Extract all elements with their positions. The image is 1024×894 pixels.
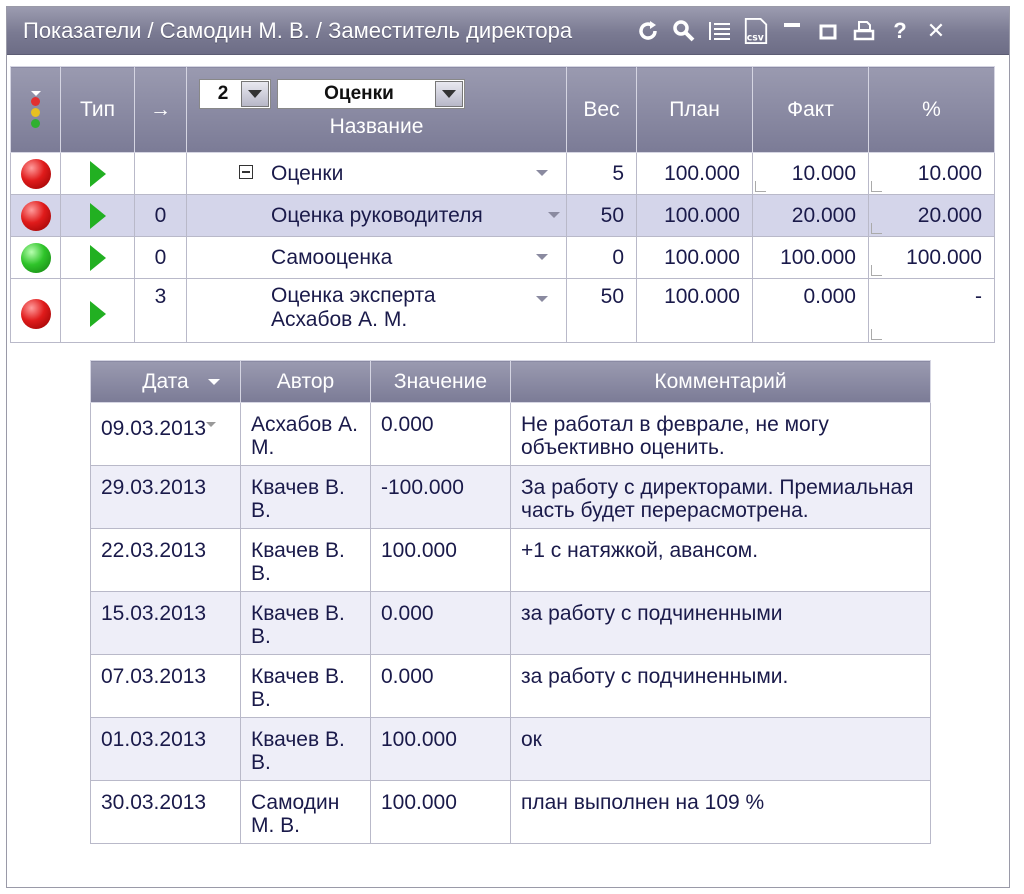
level-select-value: 2	[217, 83, 229, 104]
table-row[interactable]	[11, 195, 995, 237]
comment-cell: +1 с натяжкой, авансом.	[511, 529, 931, 592]
percent-header[interactable]: %	[869, 67, 995, 153]
play-icon[interactable]	[90, 161, 106, 187]
value-cell: 0.000	[371, 592, 511, 655]
fact-cell[interactable]	[753, 237, 869, 279]
value-header[interactable]: Значение	[371, 361, 511, 403]
date-cell: 15.03.2013	[91, 592, 241, 655]
sort-desc-icon[interactable]	[208, 379, 220, 385]
name-line-1: Оценка эксперта	[271, 284, 436, 307]
collapse-icon[interactable]	[239, 165, 253, 179]
author-cell: Квачев В. В.	[241, 718, 371, 781]
fact-cell[interactable]	[753, 195, 869, 237]
table-row[interactable]	[91, 781, 931, 844]
weight-cell: 50	[567, 195, 637, 237]
plan-cell: 100.000	[637, 237, 753, 279]
value-cell: 100.000	[371, 529, 511, 592]
author-cell: Квачев В. В.	[241, 466, 371, 529]
percent-value: 100.000	[906, 245, 982, 269]
status-cell	[11, 237, 61, 279]
chevron-down-icon[interactable]	[536, 170, 548, 176]
title-toolbar	[635, 15, 959, 47]
type-cell[interactable]	[61, 237, 135, 279]
table-row[interactable]	[91, 718, 931, 781]
percent-cell	[869, 153, 995, 195]
percent-value: 20.000	[917, 203, 982, 227]
corner-marker-icon	[871, 181, 882, 192]
name-text: Оценка руководителя	[271, 203, 483, 227]
print-icon[interactable]	[851, 16, 877, 46]
fact-value: 10.000	[791, 161, 856, 185]
fact-cell[interactable]	[753, 279, 869, 343]
date-header[interactable]	[91, 361, 241, 403]
indicators-header-row	[11, 67, 995, 153]
status-header[interactable]	[11, 67, 61, 153]
weight-cell: 5	[567, 153, 637, 195]
chevron-down-icon[interactable]	[241, 81, 269, 107]
date-cell: 29.03.2013	[91, 466, 241, 529]
table-row[interactable]	[91, 403, 931, 466]
author-header[interactable]: Автор	[241, 361, 371, 403]
chevron-down-icon[interactable]	[548, 212, 560, 218]
status-green-icon	[21, 243, 51, 273]
name-line-2: Асхабов А. М.	[271, 308, 408, 331]
percent-cell	[869, 279, 995, 343]
play-icon[interactable]	[90, 245, 106, 271]
plan-cell: 100.000	[637, 195, 753, 237]
name-text: Самооценка	[271, 245, 393, 269]
search-icon[interactable]	[671, 16, 697, 46]
name-header[interactable]	[187, 67, 567, 153]
fact-header[interactable]: Факт	[753, 67, 869, 153]
type-cell[interactable]	[61, 153, 135, 195]
name-header-label: Название	[329, 115, 424, 138]
level-cell: 3	[135, 279, 187, 343]
date-cell: 01.03.2013	[91, 718, 241, 781]
header-combos	[199, 79, 465, 109]
comment-cell: ок	[511, 718, 931, 781]
minimize-icon[interactable]	[779, 16, 805, 46]
type-cell[interactable]	[61, 279, 135, 343]
traffic-light-icon	[11, 96, 60, 129]
corner-marker-icon	[871, 223, 882, 234]
fact-cell[interactable]	[753, 153, 869, 195]
csv-icon[interactable]	[743, 16, 769, 46]
plan-cell: 100.000	[637, 153, 753, 195]
sort-indicator-icon	[101, 409, 230, 417]
fact-value: 0.000	[803, 285, 856, 308]
level-cell: 0	[135, 195, 187, 237]
table-row[interactable]	[91, 655, 931, 718]
author-cell: Самодин М. В.	[241, 781, 371, 844]
value-cell: -100.000	[371, 466, 511, 529]
author-cell: Квачев В. В.	[241, 655, 371, 718]
title-bar	[7, 7, 1009, 55]
comment-cell: Не работал в феврале, не могу объективно оценить.	[511, 403, 931, 466]
name-cell[interactable]	[187, 237, 567, 279]
group-select-value: Оценки	[324, 83, 394, 104]
status-red-icon	[21, 159, 51, 189]
percent-cell	[869, 195, 995, 237]
comment-cell: план выполнен на 109 %	[511, 781, 931, 844]
table-row[interactable]	[11, 153, 995, 195]
refresh-icon[interactable]	[635, 16, 661, 46]
close-icon[interactable]: ✕	[926, 18, 946, 43]
level-cell	[135, 153, 187, 195]
window-title: Показатели / Самодин М. В. / Заместитель директора	[23, 18, 573, 43]
chevron-down-icon[interactable]	[536, 254, 548, 260]
name-text	[271, 279, 436, 332]
comment-cell: За работу с директорами. Премиальная часть будет перерасмотрена.	[511, 466, 931, 529]
corner-marker-icon	[871, 329, 882, 340]
ratings-detail-table	[90, 360, 931, 844]
date-cell: 30.03.2013	[91, 781, 241, 844]
svg-text:csv: csv	[746, 32, 764, 44]
author-cell: Квачев В. В.	[241, 529, 371, 592]
value-cell: 0.000	[371, 403, 511, 466]
name-cell[interactable]	[187, 153, 567, 195]
fact-value: 100.000	[780, 245, 856, 269]
type-header[interactable]: Тип	[61, 67, 135, 153]
corner-marker-icon	[755, 181, 766, 192]
value-cell: 100.000	[371, 781, 511, 844]
maximize-icon[interactable]	[815, 16, 841, 46]
comment-header[interactable]: Комментарий	[511, 361, 931, 403]
play-icon[interactable]	[90, 301, 106, 327]
name-cell[interactable]	[187, 195, 567, 237]
date-header-label: Дата	[142, 369, 189, 393]
comment-cell: за работу с подчиненными	[511, 592, 931, 655]
type-cell[interactable]	[61, 195, 135, 237]
detail-header-row	[91, 361, 931, 403]
name-text: Оценки	[271, 161, 344, 185]
fact-value: 20.000	[791, 203, 856, 227]
list-icon[interactable]	[707, 16, 733, 46]
status-cell	[11, 153, 61, 195]
percent-value: 10.000	[917, 161, 982, 185]
name-cell[interactable]	[187, 279, 567, 343]
date-value: 09.03.2013	[101, 417, 207, 440]
group-select[interactable]	[277, 79, 465, 109]
plan-header[interactable]: План	[637, 67, 753, 153]
weight-cell: 50	[567, 279, 637, 343]
value-cell: 100.000	[371, 718, 511, 781]
table-row[interactable]	[91, 466, 931, 529]
value-cell: 0.000	[371, 655, 511, 718]
weight-cell: 0	[567, 237, 637, 279]
date-cell: 07.03.2013	[91, 655, 241, 718]
author-cell: Асхабов А. М.	[241, 403, 371, 466]
status-cell	[11, 195, 61, 237]
table-row[interactable]	[91, 592, 931, 655]
weight-header[interactable]: Вес	[567, 67, 637, 153]
help-icon[interactable]: ?	[893, 18, 907, 43]
level-select[interactable]	[199, 79, 271, 109]
indicators-table	[10, 66, 995, 343]
date-cell	[91, 403, 241, 466]
status-red-icon	[21, 299, 51, 329]
table-row[interactable]	[11, 279, 995, 343]
corner-marker-icon	[871, 265, 882, 276]
status-cell	[11, 279, 61, 343]
percent-value: -	[975, 285, 982, 308]
date-cell: 22.03.2013	[91, 529, 241, 592]
play-icon[interactable]	[90, 203, 106, 229]
level-header[interactable]: →	[135, 67, 187, 153]
chevron-down-icon[interactable]	[435, 81, 463, 107]
plan-cell: 100.000	[637, 279, 753, 343]
comment-cell: за работу с подчиненными.	[511, 655, 931, 718]
percent-cell	[869, 237, 995, 279]
table-row[interactable]	[91, 529, 931, 592]
table-row[interactable]	[11, 237, 995, 279]
chevron-down-icon[interactable]	[536, 296, 548, 302]
level-cell: 0	[135, 237, 187, 279]
status-red-icon	[21, 201, 51, 231]
author-cell: Квачев В. В.	[241, 592, 371, 655]
